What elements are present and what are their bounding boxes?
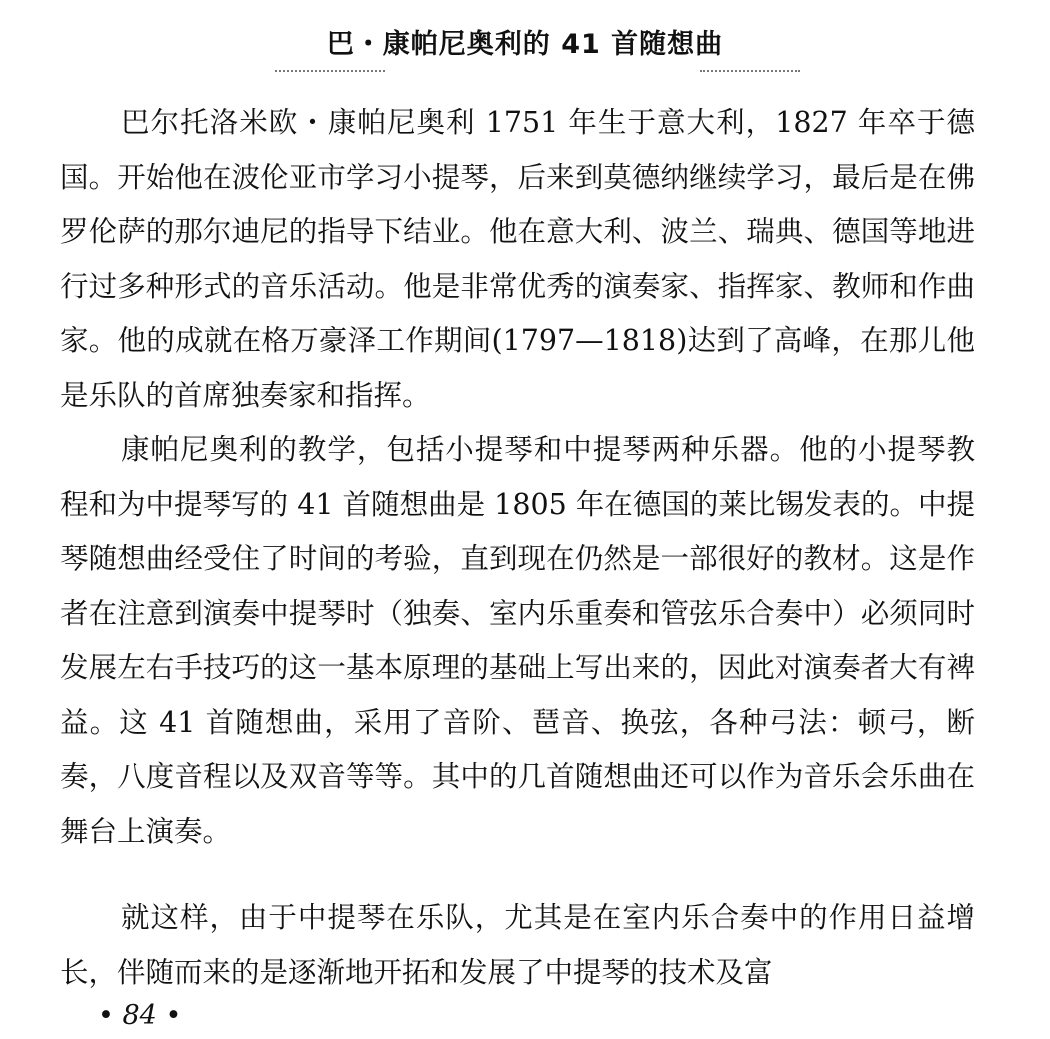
paragraph-teaching: 康帕尼奥利的教学，包括小提琴和中提琴两种乐器。他的小提琴教程和为中提琴写的 41 首随想曲是 1805 年在德国的莱比锡发表的。中提琴随想曲经受住了时间的考验，直到现在仍然是一部很好的教材。这是作者在注意到演奏中提琴时（独奏、室内乐重奏和管弦乐合奏中）必须同时发展左右手技巧的这一基本原理的基础上写出来的，因此对演奏者大有裨益。这 41 首随想曲，采用了音阶、琶音、换弦，各种弓法：顿弓，断奏，八度音程以及双音等等。其中的几首随想曲还可以作为音乐会乐曲在舞台上演奏。 <box>60 433 975 848</box>
chapter-title: 巴・康帕尼奥利的 41 首随想曲 <box>326 29 724 60</box>
title-rule-right <box>700 70 800 72</box>
paragraph-development: 就这样，由于中提琴在乐队，尤其是在室内乐合奏中的作用日益增长，伴随而来的是逐渐地开拓和发展了中提琴的技术及富 <box>60 901 975 989</box>
title-rule-left <box>275 70 385 72</box>
page-number: • 84 • <box>98 1000 182 1031</box>
paragraph-biography: 巴尔托洛米欧・康帕尼奥利 1751 年生于意大利，1827 年卒于德国。开始他在波伦亚市学习小提琴，后来到莫德纳继续学习，最后是在佛罗伦萨的那尔迪尼的指导下结业。他在意大利、波兰、瑞典、德国等地进行过多种形式的音乐活动。他是非常优秀的演奏家、指挥家、教师和作曲家。他的成就在格万豪泽工作期间(1797—1818)达到了高峰，在那儿他是乐队的首席独奏家和指挥。 <box>60 106 975 412</box>
